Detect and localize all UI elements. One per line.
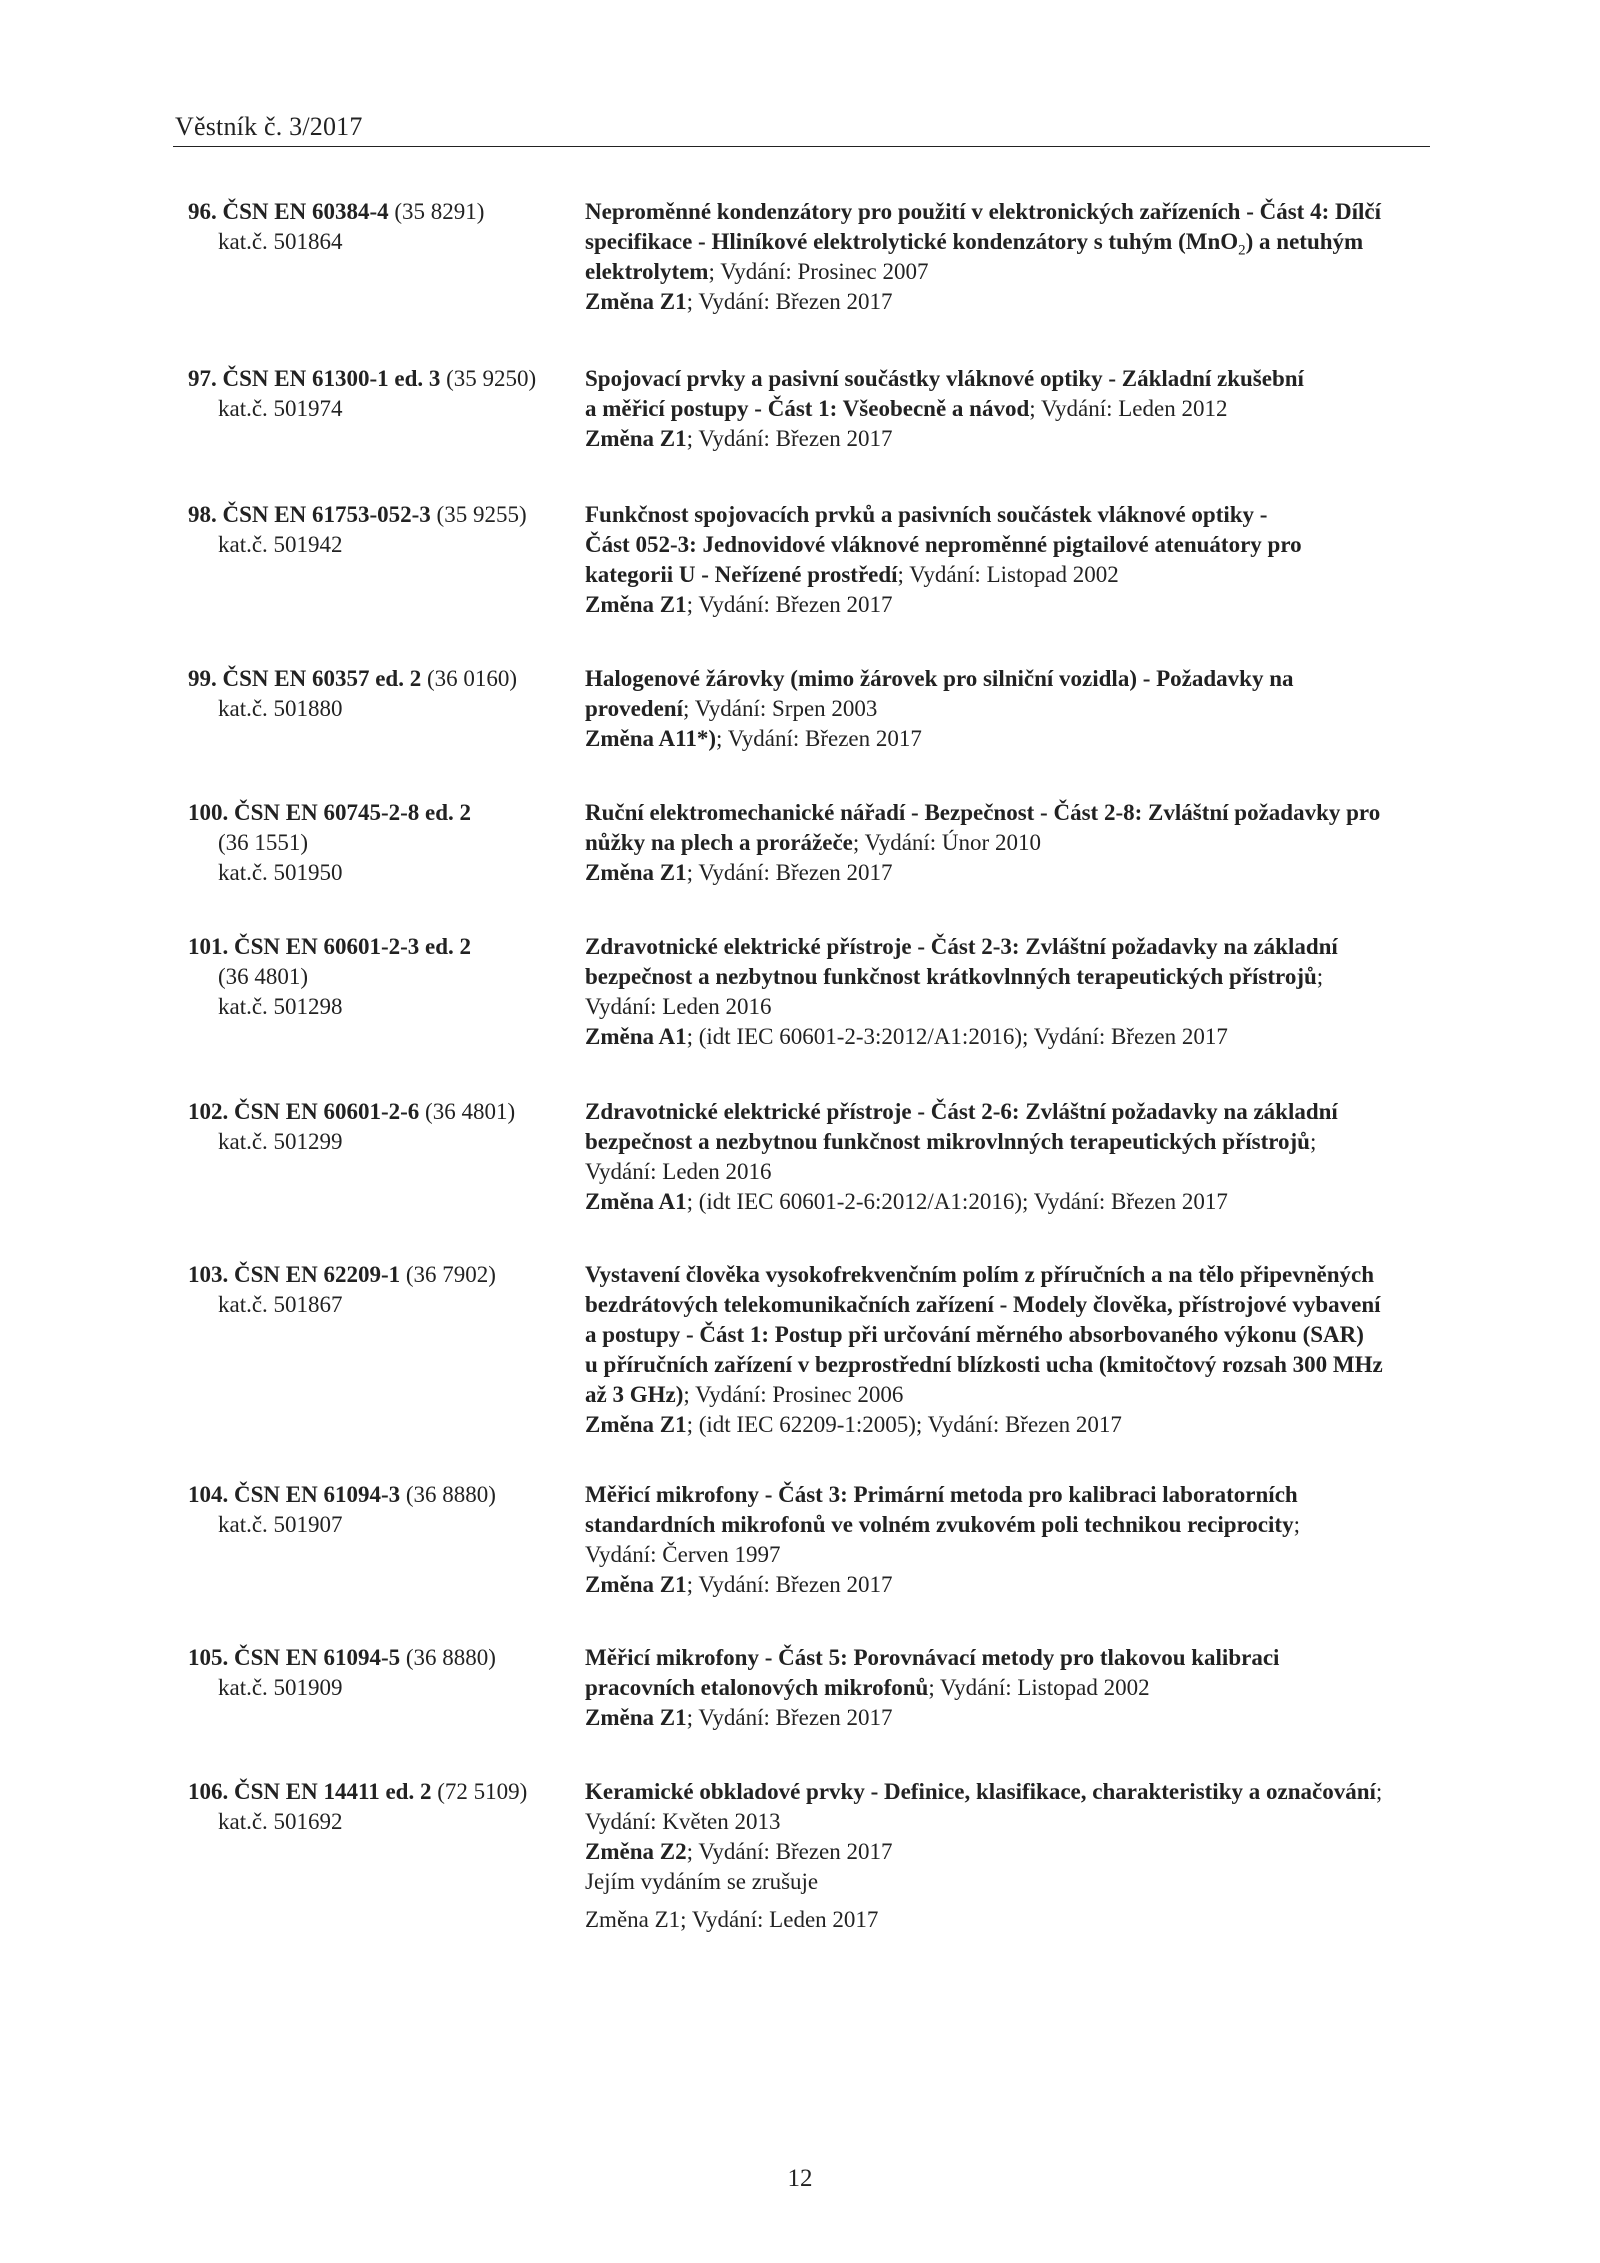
standard-identifier — [188, 1097, 568, 1157]
bold-text: Změna Z1 — [585, 1705, 687, 1730]
page-header — [173, 108, 1430, 147]
bold-text: specifikace - Hliníkové elektrolytické kondenzátory s tuhým (MnO — [585, 229, 1239, 254]
plain-text: ; (idt IEC 62209-1:2005); Vydání: Březen 2017 — [686, 1412, 1122, 1437]
entry-number: 98. — [188, 502, 217, 527]
plain-text: ; Vydání: Listopad 2002 — [897, 562, 1119, 587]
standard-designation: ČSN EN 60601-2-6 — [234, 1099, 420, 1124]
standard-number-line — [188, 798, 568, 828]
title-line — [585, 1540, 1445, 1570]
title-line — [585, 798, 1445, 828]
title-line — [585, 1350, 1445, 1380]
bold-text: a měřicí postupy - Část 1: Všeobecně a návod — [585, 396, 1030, 421]
plain-text: ; Vydání: Prosinec 2006 — [683, 1382, 904, 1407]
plain-text: ; Vydání: Březen 2017 — [686, 592, 893, 617]
standard-number — [188, 366, 440, 391]
standard-number-line — [188, 1643, 568, 1673]
entry-number: 99. — [188, 666, 217, 691]
title-line — [585, 1410, 1445, 1440]
classification-code: (36 0160) — [426, 666, 518, 691]
title-line — [585, 197, 1445, 227]
standard-number-line — [188, 500, 568, 530]
plain-text: Vydání: Leden 2016 — [585, 994, 772, 1019]
bold-text: Změna A1 — [585, 1024, 687, 1049]
bold-text: kategorii U - Neřízené prostředí — [585, 562, 898, 587]
plain-text: Vydání: Červen 1997 — [585, 1542, 781, 1567]
standard-number — [188, 1645, 400, 1670]
standard-identifier — [188, 1777, 568, 1837]
standard-designation: ČSN EN 62209-1 — [234, 1262, 401, 1287]
bold-text: Zdravotnické elektrické přístroje - Část 2-6: Zvláštní požadavky na základní — [585, 1099, 1338, 1124]
standard-title — [585, 1777, 1445, 1935]
standard-designation: ČSN EN 60745-2-8 ed. 2 — [234, 800, 472, 825]
standard-number-line — [188, 664, 568, 694]
title-line — [585, 1380, 1445, 1410]
catalog-number: kat.č. 501942 — [218, 532, 343, 557]
standard-title — [585, 1260, 1445, 1440]
catalog-number: kat.č. 501907 — [218, 1512, 343, 1537]
title-line — [585, 932, 1445, 962]
plain-text: ; — [1316, 964, 1324, 989]
title-line — [585, 560, 1445, 590]
title-line — [585, 1157, 1445, 1187]
plain-text: ; Vydání: Srpen 2003 — [682, 696, 878, 721]
standard-title — [585, 364, 1445, 454]
catalog-number: kat.č. 501867 — [218, 1292, 343, 1317]
bold-text: Změna Z1 — [585, 1572, 687, 1597]
plain-text: Změna Z1; Vydání: Leden 2017 — [585, 1907, 879, 1932]
catalog-number: kat.č. 501909 — [218, 1675, 343, 1700]
standard-number — [188, 934, 471, 959]
plain-text: ; (idt IEC 60601-2-6:2012/A1:2016); Vydání: Březen 2017 — [686, 1189, 1228, 1214]
title-line — [585, 1643, 1445, 1673]
title-line — [585, 992, 1445, 1022]
title-line — [585, 1703, 1445, 1733]
plain-text: ; Vydání: Březen 2017 — [686, 1839, 893, 1864]
title-line — [585, 364, 1445, 394]
standard-number-line — [188, 932, 568, 962]
bold-text: Změna Z1 — [585, 592, 687, 617]
title-line — [585, 858, 1445, 888]
title-line — [585, 1807, 1445, 1837]
classification-code: (35 8291) — [394, 199, 485, 224]
plain-text: ; — [1293, 1512, 1300, 1537]
title-line — [585, 828, 1445, 858]
title-line — [585, 1867, 1445, 1897]
standard-title — [585, 798, 1445, 888]
catalog-number: kat.č. 501299 — [218, 1129, 343, 1154]
entry-number: 104. — [188, 1482, 229, 1507]
standard-title — [585, 1097, 1445, 1217]
title-line — [585, 227, 1445, 257]
standard-designation: ČSN EN 14411 ed. 2 — [234, 1779, 432, 1804]
plain-text: ; Vydání: Prosinec 2007 — [708, 259, 929, 284]
bold-text: Změna A1 — [585, 1189, 687, 1214]
standard-number-line — [188, 197, 568, 227]
standard-number — [188, 666, 421, 691]
standard-identifier — [188, 1260, 568, 1320]
bold-text: Změna Z2 — [585, 1839, 687, 1864]
bold-text: pracovních etalonových mikrofonů — [585, 1675, 929, 1700]
standard-number-line — [188, 1777, 568, 1807]
standard-designation: ČSN EN 60601-2-3 ed. 2 — [234, 934, 472, 959]
standard-designation: ČSN EN 61753-052-3 — [222, 502, 431, 527]
plain-text: ; Vydání: Březen 2017 — [686, 289, 893, 314]
standard-number-line — [188, 364, 568, 394]
classification-code: (36 8880) — [405, 1482, 496, 1507]
title-line — [585, 1837, 1445, 1867]
title-line — [585, 664, 1445, 694]
standard-designation: ČSN EN 61094-3 — [234, 1482, 401, 1507]
title-line — [585, 1290, 1445, 1320]
standard-designation: ČSN EN 61300-1 ed. 3 — [222, 366, 441, 391]
entry-number: 97. — [188, 366, 217, 391]
standard-identifier — [188, 1480, 568, 1540]
plain-text: ; Vydání: Leden 2012 — [1029, 396, 1228, 421]
plain-text: Vydání: Květen 2013 — [585, 1809, 781, 1834]
classification-code: (36 1551) — [218, 830, 309, 855]
bold-text: ) a netuhým — [1245, 229, 1364, 254]
standard-number — [188, 800, 471, 825]
classification-code: (36 8880) — [405, 1645, 496, 1670]
bold-text: provedení — [585, 696, 683, 721]
title-line — [585, 424, 1445, 454]
entry-number: 106. — [188, 1779, 229, 1804]
bold-text: Spojovací prvky a pasivní součástky vláknové optiky - Základní zkušební — [585, 366, 1304, 391]
bold-text: Ruční elektromechanické nářadí - Bezpečnost - Část 2-8: Zvláštní požadavky pro — [585, 800, 1381, 825]
catalog-number: kat.č. 501692 — [218, 1809, 343, 1834]
title-line — [585, 1777, 1445, 1807]
bold-text: bezpečnost a nezbytnou funkčnost krátkovlnných terapeutických přístrojů — [585, 964, 1317, 989]
title-line — [585, 724, 1445, 754]
standard-title — [585, 500, 1445, 620]
title-line — [585, 1022, 1445, 1052]
bold-text: Neproměnné kondenzátory pro použití v elektronických zařízeních - Část 4: Dílčí — [585, 199, 1381, 224]
subscript: 2 — [1238, 242, 1246, 259]
classification-code: (72 5109) — [437, 1779, 528, 1804]
standard-identifier — [188, 500, 568, 560]
classification-code: (35 9255) — [436, 502, 527, 527]
bold-text: Změna Z1 — [585, 1412, 687, 1437]
catalog-number: kat.č. 501864 — [218, 229, 343, 254]
standard-identifier — [188, 798, 568, 888]
entry-number: 96. — [188, 199, 217, 224]
entry-number: 105. — [188, 1645, 229, 1670]
title-line — [585, 1510, 1445, 1540]
bold-text: Změna Z1 — [585, 860, 687, 885]
bold-text: Změna A11*) — [585, 726, 716, 751]
bold-text: Část 052-3: Jednovidové vláknové neproměnné pigtailové atenuátory pro — [585, 532, 1302, 557]
plain-text: ; Vydání: Únor 2010 — [852, 830, 1041, 855]
title-line — [585, 1570, 1445, 1600]
bold-text: Měřicí mikrofony - Část 5: Porovnávací metody pro tlakovou kalibraci — [585, 1645, 1280, 1670]
title-line — [585, 287, 1445, 317]
bold-text: až 3 GHz) — [585, 1382, 684, 1407]
title-line — [585, 1127, 1445, 1157]
standard-identifier — [188, 932, 568, 1022]
plain-text: ; Vydání: Březen 2017 — [715, 726, 922, 751]
bold-text: Změna Z1 — [585, 289, 687, 314]
plain-text: Vydání: Leden 2016 — [585, 1159, 772, 1184]
page-number: 12 — [787, 2165, 813, 2192]
bold-text: nůžky na plech a prorážeče — [585, 830, 853, 855]
entry-number: 102. — [188, 1099, 229, 1124]
standard-number-line — [188, 1260, 568, 1290]
standard-number — [188, 1099, 419, 1124]
plain-text: ; Vydání: Březen 2017 — [686, 860, 893, 885]
bold-text: elektrolytem — [585, 259, 709, 284]
plain-text: ; Vydání: Březen 2017 — [686, 1572, 893, 1597]
title-line — [585, 1097, 1445, 1127]
plain-text: ; (idt IEC 60601-2-3:2012/A1:2016); Vydání: Březen 2017 — [686, 1024, 1228, 1049]
standard-number — [188, 199, 389, 224]
title-line — [585, 1480, 1445, 1510]
title-line — [585, 962, 1445, 992]
title-line — [585, 394, 1445, 424]
title-line — [585, 1905, 1445, 1935]
catalog-number: kat.č. 501880 — [218, 696, 343, 721]
title-line — [585, 257, 1445, 287]
catalog-number: kat.č. 501298 — [218, 994, 343, 1019]
bold-text: bezpečnost a nezbytnou funkčnost mikrovlnných terapeutických přístrojů — [585, 1129, 1310, 1154]
bold-text: Vystavení člověka vysokofrekvenčním polím z příručních a na tělo připevněných — [585, 1262, 1375, 1287]
title-line — [585, 1260, 1445, 1290]
catalog-number: kat.č. 501950 — [218, 860, 343, 885]
entry-number: 100. — [188, 800, 229, 825]
classification-code: (36 4801) — [425, 1099, 516, 1124]
standard-identifier — [188, 364, 568, 424]
standard-title — [585, 1643, 1445, 1733]
title-line — [585, 1673, 1445, 1703]
title-line — [585, 500, 1445, 530]
bold-text: u příručních zařízení v bezprostřední blízkosti ucha (kmitočtový rozsah 300 MHz — [585, 1352, 1383, 1377]
classification-code: (35 9250) — [446, 366, 537, 391]
standard-title — [585, 197, 1445, 317]
standard-identifier — [188, 664, 568, 724]
standard-number — [188, 1262, 400, 1287]
plain-text: ; Vydání: Listopad 2002 — [928, 1675, 1150, 1700]
standard-number — [188, 1779, 431, 1804]
plain-text: ; — [1375, 1779, 1383, 1804]
standard-number-line — [188, 1480, 568, 1510]
entry-number: 103. — [188, 1262, 229, 1287]
plain-text: ; — [1309, 1129, 1317, 1154]
bold-text: bezdrátových telekomunikačních zařízení - Modely člověka, přístrojové vybavení — [585, 1292, 1381, 1317]
bold-text: standardních mikrofonů ve volném zvukovém poli technikou reciprocity — [585, 1512, 1294, 1537]
standard-identifier — [188, 1643, 568, 1703]
standard-designation: ČSN EN 60384-4 — [222, 199, 389, 224]
standard-identifier — [188, 197, 568, 257]
standard-number-line — [188, 1097, 568, 1127]
bold-text: a postupy - Část 1: Postup při určování měrného absorbovaného výkonu (SAR) — [585, 1322, 1364, 1347]
standard-number — [188, 1482, 400, 1507]
title-line — [585, 530, 1445, 560]
entry-number: 101. — [188, 934, 229, 959]
catalog-number: kat.č. 501974 — [218, 396, 343, 421]
bold-text: Halogenové žárovky (mimo žárovek pro silniční vozidla) - Požadavky na — [585, 666, 1294, 691]
plain-text: Jejím vydáním se zrušuje — [585, 1869, 819, 1894]
standard-designation: ČSN EN 61094-5 — [234, 1645, 401, 1670]
classification-code: (36 7902) — [405, 1262, 496, 1287]
standard-title — [585, 932, 1445, 1052]
classification-code: (36 4801) — [218, 964, 309, 989]
standard-title — [585, 664, 1445, 754]
journal-title: Věstník č. 3/2017 — [175, 112, 363, 141]
bold-text: Měřicí mikrofony - Část 3: Primární metoda pro kalibraci laboratorních — [585, 1482, 1298, 1507]
standard-designation: ČSN EN 60357 ed. 2 — [222, 666, 422, 691]
standard-title — [585, 1480, 1445, 1600]
bold-text: Keramické obkladové prvky - Definice, klasifikace, charakteristiky a označování — [585, 1779, 1376, 1804]
title-line — [585, 1320, 1445, 1350]
title-line — [585, 694, 1445, 724]
plain-text: ; Vydání: Březen 2017 — [686, 426, 893, 451]
standard-number — [188, 502, 431, 527]
bold-text: Funkčnost spojovacích prvků a pasivních součástek vláknové optiky - — [585, 502, 1268, 527]
title-line — [585, 590, 1445, 620]
title-line — [585, 1187, 1445, 1217]
bold-text: Zdravotnické elektrické přístroje - Část 2-3: Zvláštní požadavky na základní — [585, 934, 1338, 959]
plain-text: ; Vydání: Březen 2017 — [686, 1705, 893, 1730]
bold-text: Změna Z1 — [585, 426, 687, 451]
